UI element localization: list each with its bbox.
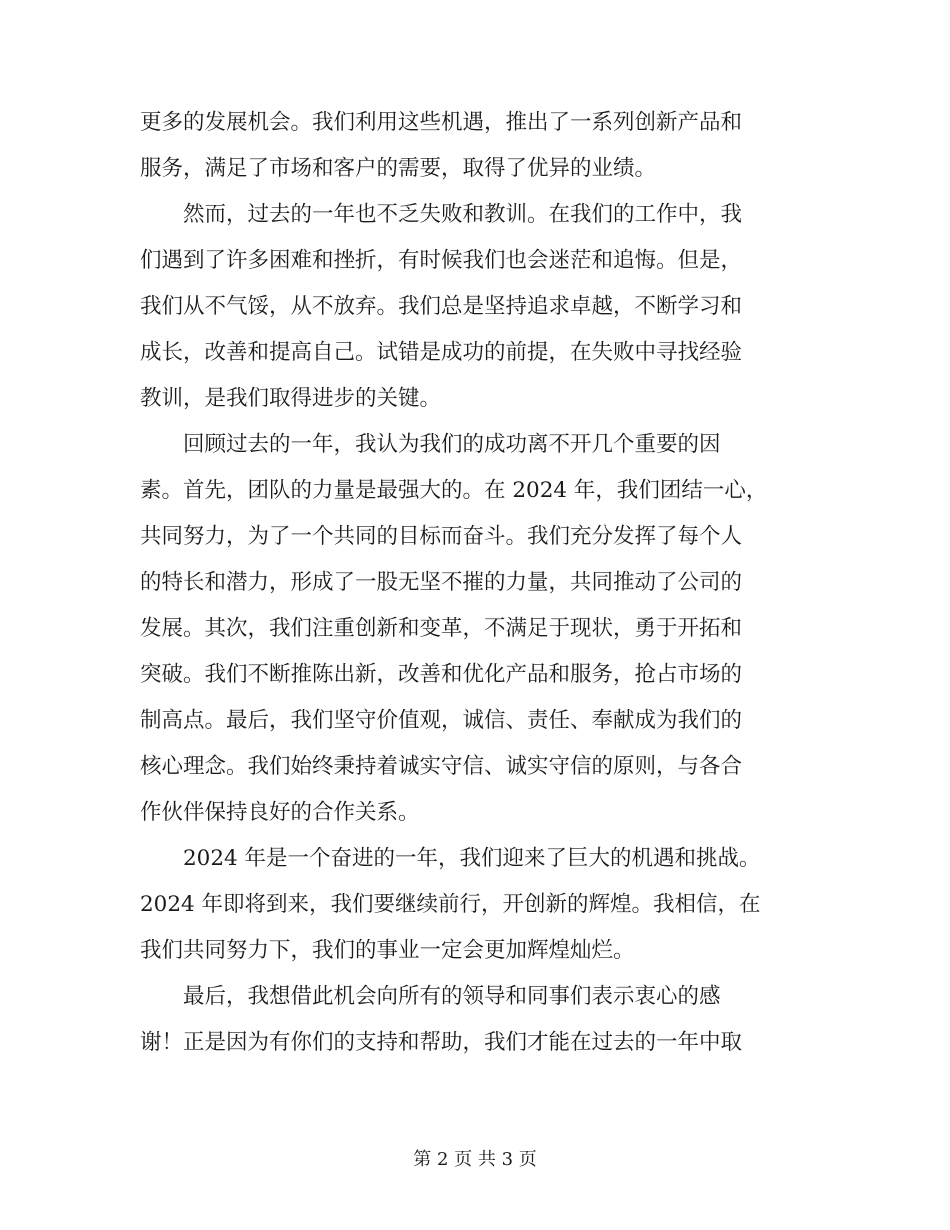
text-line: 核心理念。我们始终秉持着诚实守信、诚实守信的原则，与各合 [140, 754, 743, 779]
text-line: 更多的发展机会。我们利用这些机遇，推出了一系列创新产品和 [140, 110, 743, 135]
text-line: 我们从不气馁，从不放弃。我们总是坚持追求卓越，不断学习和 [140, 294, 743, 319]
text-line: 素。首先，团队的力量是最强大的。在 2024 年，我们团结一心， [140, 478, 768, 503]
text-line: 制高点。最后，我们坚守价值观，诚信、责任、奉献成为我们的 [140, 708, 743, 733]
text-line: 成长，改善和提高自己。试错是成功的前提，在失败中寻找经验 [140, 340, 743, 365]
text-line: 服务，满足了市场和客户的需要，取得了优异的业绩。 [140, 156, 657, 181]
text-line: 回顾过去的一年，我认为我们的成功离不开几个重要的因 [140, 432, 721, 457]
text-line: 最后，我想借此机会向所有的领导和同事们表示衷心的感 [140, 984, 721, 1009]
text-line: 共同努力，为了一个共同的目标而奋斗。我们充分发挥了每个人 [140, 524, 743, 549]
text-line: 教训，是我们取得进步的关键。 [140, 386, 442, 411]
text-line: 2024 年即将到来，我们要继续前行，开创新的辉煌。我相信，在 [140, 892, 761, 917]
document-body [140, 100, 812, 1066]
text-line: 谢！正是因为有你们的支持和帮助，我们才能在过去的一年中取 [140, 1030, 743, 1055]
text-line: 们遇到了许多困难和挫折，有时候我们也会迷茫和追悔。但是， [140, 248, 743, 273]
text-line: 发展。其次，我们注重创新和变革，不满足于现状，勇于开拓和 [140, 616, 743, 641]
page-number-footer: 第 2 页 共 3 页 [413, 1149, 537, 1170]
text-line: 作伙伴保持良好的合作关系。 [140, 800, 420, 825]
text-line: 然而，过去的一年也不乏失败和教训。在我们的工作中，我 [140, 202, 743, 227]
text-line: 我们共同努力下，我们的事业一定会更加辉煌灿烂。 [140, 938, 635, 963]
text-line: 的特长和潜力，形成了一股无坚不摧的力量，共同推动了公司的 [140, 570, 743, 595]
text-line: 突破。我们不断推陈出新，改善和优化产品和服务，抢占市场的 [140, 662, 743, 687]
text-line: 2024 年是一个奋进的一年，我们迎来了巨大的机遇和挑战。 [140, 846, 761, 871]
